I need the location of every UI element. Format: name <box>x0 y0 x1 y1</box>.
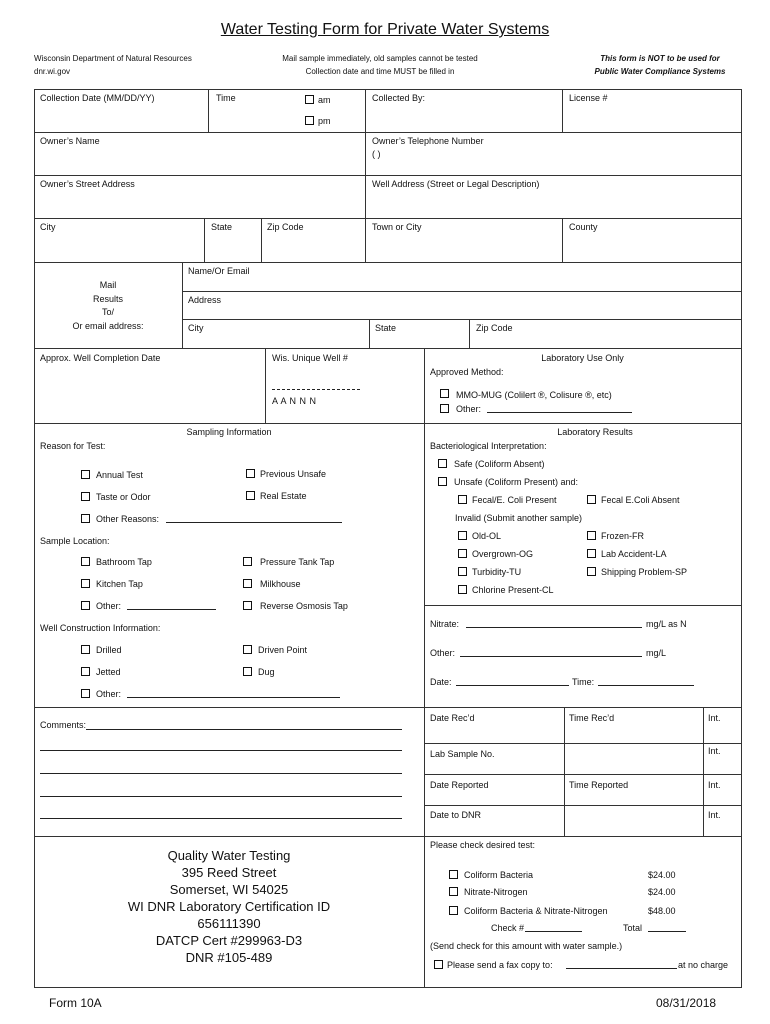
collection-date-label: Collection Date (MM/DD/YY) <box>40 93 155 103</box>
county-label: County <box>569 222 598 232</box>
reverse-osmosis-label: Reverse Osmosis Tap <box>260 601 348 611</box>
unique-well-label: Wis. Unique Well # <box>272 353 348 363</box>
lab-accident-checkbox[interactable] <box>587 549 596 558</box>
agency-website: dnr.wi.gov <box>34 67 71 76</box>
approved-method-label: Approved Method: <box>430 367 504 377</box>
dnr-number: DNR #105-489 <box>185 950 273 965</box>
bact-interp-label: Bacteriological Interpretation: <box>430 441 547 451</box>
previous-unsafe-checkbox[interactable] <box>246 469 255 478</box>
frozen-checkbox[interactable] <box>587 531 596 540</box>
taste-odor-label: Taste or Odor <box>96 492 151 502</box>
comments-line-4[interactable] <box>40 796 402 797</box>
invalid-label: Invalid (Submit another sample) <box>455 513 583 523</box>
old-label: Old-OL <box>472 531 502 541</box>
other-reasons-checkbox[interactable] <box>81 514 90 523</box>
mail-zip-label: Zip Code <box>476 323 513 333</box>
time-reported-label: Time Reported <box>569 780 629 790</box>
coliform-label: Coliform Bacteria <box>464 870 534 880</box>
location-other-blank[interactable] <box>127 609 216 610</box>
unsafe-label: Unsafe (Coliform Present) and: <box>454 477 579 487</box>
nitrate-unit: mg/L as N <box>646 619 687 629</box>
lab-cert-label: WI DNR Laboratory Certification ID <box>127 899 331 914</box>
zip-label: Zip Code <box>267 222 304 232</box>
nitrate-label: Nitrate: <box>430 619 460 629</box>
method-other-label: Other: <box>456 404 482 414</box>
int-label-2: Int. <box>708 746 721 756</box>
kitchen-tap-checkbox[interactable] <box>81 579 90 588</box>
int-label-4: Int. <box>708 810 721 820</box>
shipping-label: Shipping Problem-SP <box>601 567 688 577</box>
method-other-blank[interactable] <box>487 412 632 413</box>
pm-label: pm <box>318 116 331 126</box>
comments-line-1[interactable] <box>86 729 402 730</box>
agency-name: Wisconsin Department of Natural Resources <box>34 54 192 63</box>
pm-checkbox[interactable] <box>305 116 314 125</box>
result-time-label: Time: <box>572 677 595 687</box>
date-dnr-label: Date to DNR <box>430 810 482 820</box>
datcp-cert: DATCP Cert #299963-D3 <box>155 933 303 948</box>
safe-label: Safe (Coliform Absent) <box>454 459 545 469</box>
unique-well-pattern: A A N N N <box>272 396 317 406</box>
owner-street-label: Owner’s Street Address <box>40 179 135 189</box>
collected-by-label: Collected By: <box>372 93 426 103</box>
mmo-mug-checkbox[interactable] <box>440 389 449 398</box>
am-label: am <box>318 95 331 105</box>
nitrate-test-label: Nitrate-Nitrogen <box>464 887 528 897</box>
bathroom-tap-label: Bathroom Tap <box>96 557 152 567</box>
mail-instruction: Mail sample immediately, old samples cannot be tested <box>282 54 478 63</box>
fax-number-blank[interactable] <box>566 968 677 969</box>
old-checkbox[interactable] <box>458 531 467 540</box>
chlorine-label: Chlorine Present-CL <box>472 585 554 595</box>
time-recd-label: Time Rec’d <box>569 713 615 723</box>
pressure-tank-checkbox[interactable] <box>243 557 252 566</box>
well-completion-label: Approx. Well Completion Date <box>40 353 161 363</box>
total-label: Total <box>623 923 643 933</box>
dug-checkbox[interactable] <box>243 667 252 676</box>
real-estate-checkbox[interactable] <box>246 491 255 500</box>
mail-label-1: Mail <box>99 280 117 290</box>
result-date-label: Date: <box>430 677 452 687</box>
fecal-absent-label: Fecal E.Coli Absent <box>601 495 680 505</box>
reverse-osmosis-checkbox[interactable] <box>243 601 252 610</box>
lab-city: Somerset, WI 54025 <box>169 882 289 897</box>
time-label: Time <box>216 93 236 103</box>
unique-well-blanks[interactable] <box>272 389 360 391</box>
other-result-unit: mg/L <box>646 648 667 658</box>
comments-line-2[interactable] <box>40 750 402 751</box>
int-label-1: Int. <box>708 713 721 723</box>
lab-name: Quality Water Testing <box>167 848 291 863</box>
location-other-label: Other: <box>96 601 122 611</box>
jetted-checkbox[interactable] <box>81 667 90 676</box>
state-label: State <box>211 222 233 232</box>
overgrown-label: Overgrown-OG <box>472 549 534 559</box>
check-number-blank[interactable] <box>525 931 582 932</box>
frozen-label: Frozen-FR <box>601 531 645 541</box>
sample-location-label: Sample Location: <box>40 536 110 546</box>
taste-odor-checkbox[interactable] <box>81 492 90 501</box>
milkhouse-checkbox[interactable] <box>243 579 252 588</box>
lab-sample-label: Lab Sample No. <box>430 749 495 759</box>
am-checkbox[interactable] <box>305 95 314 104</box>
lab-use-only-label: Laboratory Use Only <box>541 353 624 363</box>
method-other-checkbox[interactable] <box>440 404 449 413</box>
total-blank[interactable] <box>648 931 686 932</box>
construction-other-blank[interactable] <box>127 697 340 698</box>
result-time-blank[interactable] <box>598 685 694 686</box>
coliform-price: $24.00 <box>648 870 676 880</box>
pressure-tank-label: Pressure Tank Tap <box>260 557 335 567</box>
reason-label: Reason for Test: <box>40 441 106 451</box>
mail-address-label: Address <box>188 295 222 305</box>
town-label: Town or City <box>372 222 422 232</box>
mail-label-2: Results <box>92 294 123 304</box>
send-check-note: (Send check for this amount with water sample.) <box>430 941 623 951</box>
mail-name-email-label: Name/Or Email <box>188 266 250 276</box>
other-reasons-label: Other Reasons: <box>96 514 160 524</box>
license-label: License # <box>569 93 608 103</box>
construction-other-label: Other: <box>96 689 122 699</box>
mmo-mug-label: MMO-MUG (Colilert ®, Colisure ®, etc) <box>456 390 612 400</box>
turbidity-checkbox[interactable] <box>458 567 467 576</box>
other-result-label: Other: <box>430 648 456 658</box>
other-result-blank[interactable] <box>460 656 642 657</box>
comments-label: Comments: <box>40 720 87 730</box>
dug-label: Dug <box>258 667 275 677</box>
jetted-label: Jetted <box>96 667 121 677</box>
date-reported-label: Date Reported <box>430 780 489 790</box>
city-label: City <box>40 222 56 232</box>
coliform-checkbox[interactable] <box>449 870 458 879</box>
both-tests-label: Coliform Bacteria & Nitrate-Nitrogen <box>464 906 608 916</box>
drilled-checkbox[interactable] <box>81 645 90 654</box>
construction-label: Well Construction Information: <box>40 623 161 633</box>
int-label-3: Int. <box>708 780 721 790</box>
kitchen-tap-label: Kitchen Tap <box>96 579 143 589</box>
fecal-absent-checkbox[interactable] <box>587 495 596 504</box>
form-title: Water Testing Form for Private Water Systems <box>220 21 550 38</box>
nitrate-test-checkbox[interactable] <box>449 887 458 896</box>
driven-point-label: Driven Point <box>258 645 308 655</box>
fax-no-charge: at no charge <box>678 960 729 970</box>
driven-point-checkbox[interactable] <box>243 645 252 654</box>
lab-accident-label: Lab Accident-LA <box>601 549 667 559</box>
owner-phone-label: Owner’s Telephone Number <box>372 136 484 146</box>
fecal-present-label: Fecal/E. Coli Present <box>472 495 557 505</box>
form-number: Form 10A <box>49 996 102 1010</box>
shipping-checkbox[interactable] <box>587 567 596 576</box>
date-recd-label: Date Rec’d <box>430 713 475 723</box>
well-address-label: Well Address (Street or Legal Description) <box>372 179 540 189</box>
owner-name-label: Owner’s Name <box>40 136 100 146</box>
construction-other-checkbox[interactable] <box>81 689 90 698</box>
both-tests-price: $48.00 <box>648 906 676 916</box>
lab-results-header: Laboratory Results <box>557 427 633 437</box>
lab-cert-id: 656111390 <box>197 916 261 931</box>
bathroom-tap-checkbox[interactable] <box>81 557 90 566</box>
phone-area-code: ( ) <box>372 149 381 159</box>
result-date-blank[interactable] <box>456 685 569 686</box>
sampling-info-header: Sampling Information <box>186 427 272 437</box>
both-tests-checkbox[interactable] <box>449 906 458 915</box>
fecal-present-checkbox[interactable] <box>458 495 467 504</box>
comments-line-3[interactable] <box>40 773 402 774</box>
annual-test-checkbox[interactable] <box>81 470 90 479</box>
other-reasons-blank[interactable] <box>166 522 342 523</box>
mail-label-3: To/ <box>101 307 114 317</box>
mail-label-4: Or email address: <box>72 321 144 331</box>
public-compliance-note: Public Water Compliance Systems <box>594 67 726 76</box>
lab-street: 395 Reed Street <box>181 865 277 880</box>
form-date: 08/31/2018 <box>656 996 717 1010</box>
fax-copy-checkbox[interactable] <box>434 960 443 969</box>
comments-line-5[interactable] <box>40 818 402 819</box>
not-for-public-note: This form is NOT to be used for <box>600 54 720 63</box>
safe-checkbox[interactable] <box>438 459 447 468</box>
nitrate-blank[interactable] <box>466 627 642 628</box>
nitrate-test-price: $24.00 <box>648 887 676 897</box>
fax-copy-label: Please send a fax copy to: <box>447 960 553 970</box>
collection-instruction: Collection date and time MUST be filled in <box>305 67 455 76</box>
desired-test-label: Please check desired test: <box>430 840 536 850</box>
real-estate-label: Real Estate <box>260 491 307 501</box>
milkhouse-label: Milkhouse <box>260 579 301 589</box>
previous-unsafe-label: Previous Unsafe <box>260 469 327 479</box>
overgrown-checkbox[interactable] <box>458 549 467 558</box>
drilled-label: Drilled <box>96 645 122 655</box>
location-other-checkbox[interactable] <box>81 601 90 610</box>
mail-city-label: City <box>188 323 204 333</box>
unsafe-checkbox[interactable] <box>438 477 447 486</box>
mail-state-label: State <box>375 323 397 333</box>
annual-test-label: Annual Test <box>96 470 143 480</box>
chlorine-checkbox[interactable] <box>458 585 467 594</box>
check-number-label: Check # <box>491 923 525 933</box>
turbidity-label: Turbidity-TU <box>472 567 522 577</box>
